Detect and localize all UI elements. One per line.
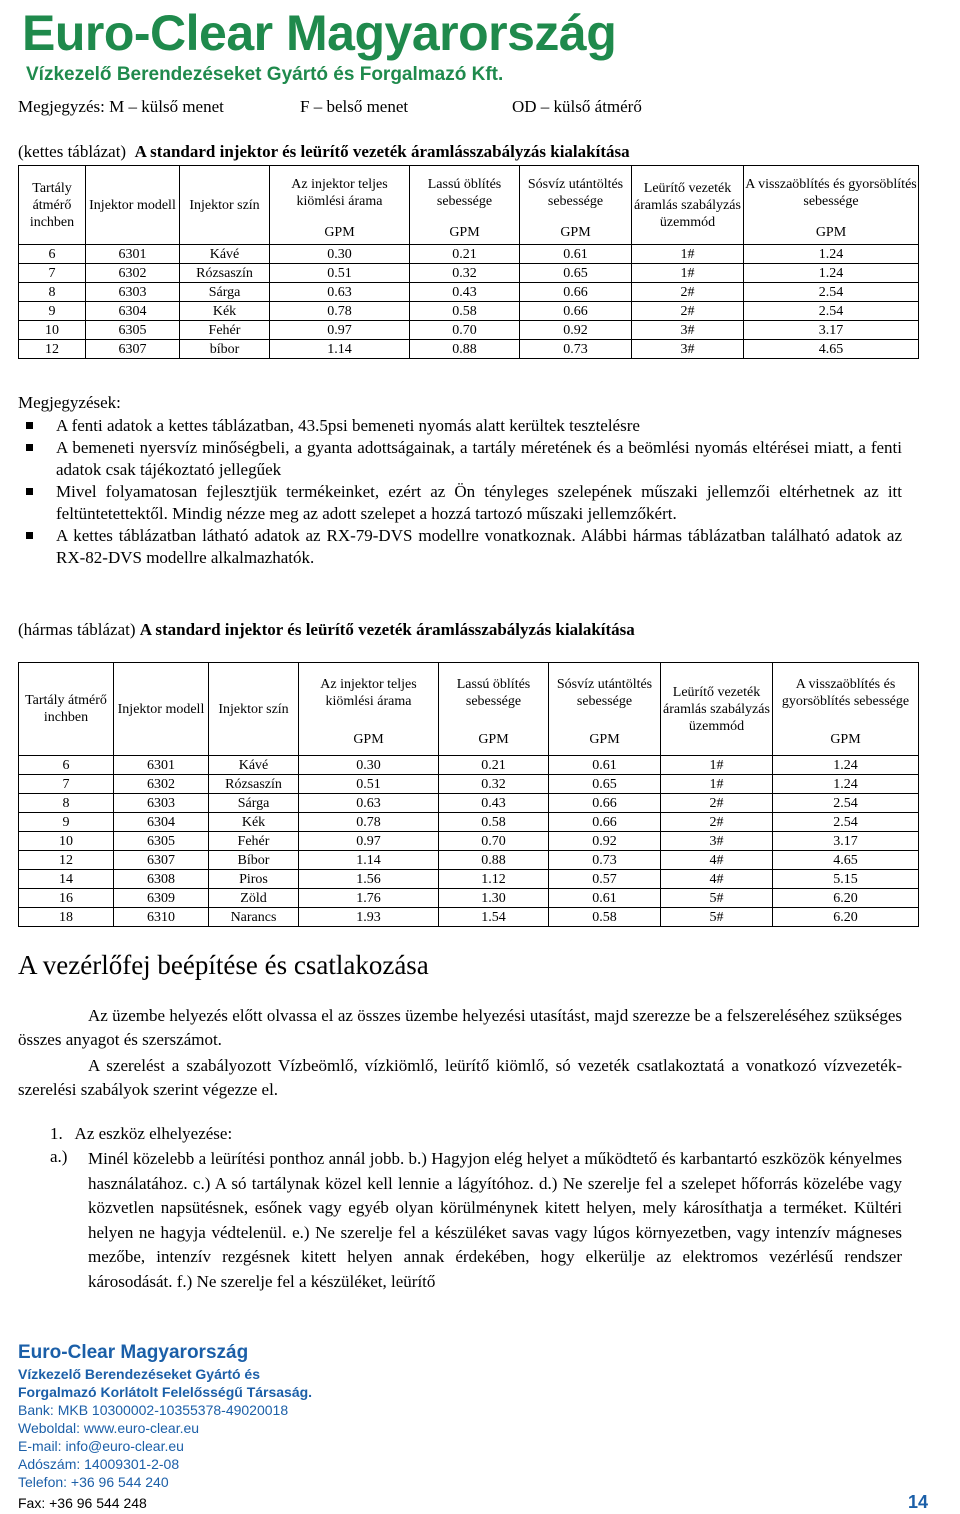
color-cell: Zöld xyxy=(209,889,299,908)
footer-fax: Fax: +36 96 544 248 xyxy=(18,1495,147,1511)
drain-control-cell: 4# xyxy=(661,851,773,870)
tank-size-cell: 7 xyxy=(19,775,114,794)
brine-refill-cell: 0.61 xyxy=(549,756,661,775)
drain-control-cell: 3# xyxy=(632,321,744,340)
backwash-cell: 4.65 xyxy=(773,851,919,870)
footer-phone: Telefon: +36 96 544 240 xyxy=(18,1474,169,1490)
page-number: 14 xyxy=(907,1492,928,1512)
total-flow-cell: 0.30 xyxy=(299,756,439,775)
backwash-cell: 6.20 xyxy=(773,908,919,927)
note-text: A fenti adatok a kettes táblázatban, 43.5psi bemeneti nyomás alatt kerültek tesztelésre xyxy=(56,416,640,435)
color-cell: Fehér xyxy=(180,321,270,340)
unit-gpm: GPM xyxy=(773,723,919,756)
section-heading: A vezérlőfej beépítése és csatlakozása xyxy=(18,950,429,980)
model-cell: 6302 xyxy=(86,264,180,283)
table-row xyxy=(19,870,919,889)
tank-size-cell: 12 xyxy=(19,851,114,870)
legend-m: Megjegyzés: M – külső menet xyxy=(18,97,224,116)
brine-refill-cell: 0.66 xyxy=(520,302,632,321)
note-item xyxy=(18,481,902,525)
tank-size-cell: 10 xyxy=(19,321,86,340)
brine-refill-cell: 0.92 xyxy=(520,321,632,340)
table-row xyxy=(19,813,919,832)
model-cell: 6307 xyxy=(114,851,209,870)
model-cell: 6305 xyxy=(114,832,209,851)
header-brine-refill: Sósvíz utántöltés sebessége xyxy=(520,166,632,221)
color-cell: Sárga xyxy=(180,283,270,302)
model-cell: 6301 xyxy=(114,756,209,775)
drain-control-cell: 3# xyxy=(661,832,773,851)
brine-refill-cell: 0.73 xyxy=(520,340,632,359)
model-cell: 6302 xyxy=(114,775,209,794)
header-injector-color: Injektor szín xyxy=(209,663,299,756)
note-text: A kettes táblázatban látható adatok az RX-79-DVS modellre vonatkoznak. Alábbi hármas táblázatban található adatok az RX-82-DVS modellre alkalmazhatók. xyxy=(56,526,902,567)
unit-gpm: GPM xyxy=(270,220,410,245)
color-cell: Sárga xyxy=(209,794,299,813)
brine-refill-cell: 0.65 xyxy=(520,264,632,283)
table-row xyxy=(19,283,919,302)
total-flow-cell: 0.97 xyxy=(270,321,410,340)
notes-list xyxy=(18,415,902,569)
slow-rinse-cell: 0.88 xyxy=(410,340,520,359)
table-row xyxy=(19,832,919,851)
tank-size-cell: 6 xyxy=(19,245,86,264)
table1-caption-title: A standard injektor és leürítő vezeték áramlásszabályzás kialakítása xyxy=(134,142,630,161)
drain-control-cell: 2# xyxy=(632,283,744,302)
brine-refill-cell: 0.73 xyxy=(549,851,661,870)
header-slow-rinse: Lassú öblítés sebessége xyxy=(439,663,549,724)
paragraph-2-text: A szerelést a szabályozott Vízbeömlő, vízkiömlő, leürítő kiömlő, só vezeték csatlakoztatá a vonatkozó vízvezeték-szerelési szabályok szerint végezze el. xyxy=(18,1056,902,1099)
header-injector-color: Injektor szín xyxy=(180,166,270,245)
drain-control-cell: 4# xyxy=(661,870,773,889)
model-cell: 6310 xyxy=(114,908,209,927)
model-cell: 6304 xyxy=(86,302,180,321)
drain-control-cell: 1# xyxy=(632,245,744,264)
slow-rinse-cell: 0.43 xyxy=(439,794,549,813)
table-row xyxy=(19,775,919,794)
table-row xyxy=(19,889,919,908)
total-flow-cell: 0.97 xyxy=(299,832,439,851)
model-cell: 6309 xyxy=(114,889,209,908)
color-cell: Piros xyxy=(209,870,299,889)
paragraph-2 xyxy=(18,1054,902,1102)
unit-gpm: GPM xyxy=(410,220,520,245)
slow-rinse-cell: 0.58 xyxy=(439,813,549,832)
tank-size-cell: 8 xyxy=(19,283,86,302)
slow-rinse-cell: 0.21 xyxy=(439,756,549,775)
paragraph-1 xyxy=(18,1004,902,1052)
total-flow-cell: 0.63 xyxy=(270,283,410,302)
header-tank-diameter: Tartály átmérő inchben xyxy=(19,663,114,756)
tank-size-cell: 16 xyxy=(19,889,114,908)
table-row xyxy=(19,245,919,264)
color-cell: Kék xyxy=(209,813,299,832)
list-item-a-text: Minél közelebb a leürítési ponthoz annál jobb. b.) Hagyjon elég helyet a működtető és karbantartó eszközök kényelmes használatához. c.) A só tartálynak közel kell lennie a lágyítóhoz. d.) Ne szerelje fel a szelepet hőforrás közelébe vagy közvetlen napsütésnek, esőnek vagy egyéb olyan körülménynek kitett helyen, mely károsíthatja a terméket. Kültéri helyen ne hagyja védtelenül. e.) Ne szerelje fel a készüléket savas vagy lúgos környezetben, vagy intenzív mágneses mezőbe, intenzív rezgésnek kitett helyen annak érdekében, hogy elkerülje az elektromos vezérlésű rendszer károsodását. f.) Ne szerelje fel a készüléket, leürítő xyxy=(88,1149,902,1291)
brine-refill-cell: 0.65 xyxy=(549,775,661,794)
total-flow-cell: 0.51 xyxy=(299,775,439,794)
color-cell: Kávé xyxy=(209,756,299,775)
header-injector-model: Injektor modell xyxy=(114,663,209,756)
tank-size-cell: 12 xyxy=(19,340,86,359)
tank-size-cell: 10 xyxy=(19,832,114,851)
drain-control-cell: 5# xyxy=(661,908,773,927)
tank-size-cell: 18 xyxy=(19,908,114,927)
total-flow-cell: 0.30 xyxy=(270,245,410,264)
brine-refill-cell: 0.92 xyxy=(549,832,661,851)
brine-refill-cell: 0.66 xyxy=(549,813,661,832)
brand-logo-title: Euro-Clear Magyarország xyxy=(22,5,617,61)
notes-title: Megjegyzések: xyxy=(18,393,121,412)
note-item xyxy=(18,525,902,569)
bullet-square-icon xyxy=(26,488,33,495)
footer-website: Weboldal: www.euro-clear.eu xyxy=(18,1420,200,1436)
injector-table-2 xyxy=(18,165,919,359)
backwash-cell: 2.54 xyxy=(744,302,919,321)
drain-control-cell: 1# xyxy=(661,775,773,794)
footer-tax-number: Adószám: 14009301-2-08 xyxy=(18,1456,180,1472)
backwash-cell: 6.20 xyxy=(773,889,919,908)
slow-rinse-cell: 0.70 xyxy=(410,321,520,340)
note-item xyxy=(18,437,902,481)
backwash-cell: 1.24 xyxy=(744,245,919,264)
slow-rinse-cell: 1.30 xyxy=(439,889,549,908)
tank-size-cell: 6 xyxy=(19,756,114,775)
header-drain-control: Leürítő vezeték áramlás szabályzás üzemmód xyxy=(661,663,773,756)
table2-caption-title: A standard injektor és leürítő vezeték áramlásszabályzás kialakítása xyxy=(139,620,635,639)
header-brine-refill: Sósvíz utántöltés sebessége xyxy=(549,663,661,724)
total-flow-cell: 1.56 xyxy=(299,870,439,889)
tank-size-cell: 9 xyxy=(19,302,86,321)
slow-rinse-cell: 0.88 xyxy=(439,851,549,870)
color-cell: Kávé xyxy=(180,245,270,264)
unit-gpm: GPM xyxy=(549,723,661,756)
header-total-flow: Az injektor teljes kiömlési árama xyxy=(270,166,410,221)
table-row xyxy=(19,321,919,340)
injector-table-3 xyxy=(18,662,919,927)
list-item-1: 1. Az eszköz elhelyezése: xyxy=(50,1124,233,1143)
header-backwash: A visszaöblítés és gyorsöblítés sebessége xyxy=(744,166,919,221)
header-slow-rinse: Lassú öblítés sebessége xyxy=(410,166,520,221)
drain-control-cell: 2# xyxy=(661,794,773,813)
slow-rinse-cell: 0.70 xyxy=(439,832,549,851)
backwash-cell: 1.24 xyxy=(773,775,919,794)
slow-rinse-cell: 0.32 xyxy=(439,775,549,794)
table2-caption xyxy=(18,620,635,640)
model-cell: 6308 xyxy=(114,870,209,889)
footer-email: E-mail: info@euro-clear.eu xyxy=(18,1438,184,1454)
brine-refill-cell: 0.57 xyxy=(549,870,661,889)
total-flow-cell: 0.78 xyxy=(270,302,410,321)
paragraph-1-text: Az üzembe helyezés előtt olvassa el az összes üzembe helyezési utasítást, majd szerezze be a felszereléséhez szükséges összes anyagot és szerszámot. xyxy=(18,1006,902,1049)
color-cell: Rózsaszín xyxy=(209,775,299,794)
drain-control-cell: 1# xyxy=(632,264,744,283)
note-text: A bemeneti nyersvíz minőségbeli, a gyanta adottságainak, a tartály méretének és a beömlési nyomás eltérései miatt, a fenti adatok csak tájékoztató jellegűek xyxy=(56,438,902,479)
table1-caption-prefix: (kettes táblázat) xyxy=(18,142,127,161)
color-cell: Bíbor xyxy=(209,851,299,870)
bullet-square-icon xyxy=(26,422,33,429)
table-row xyxy=(19,851,919,870)
unit-gpm: GPM xyxy=(299,723,439,756)
drain-control-cell: 1# xyxy=(661,756,773,775)
backwash-cell: 2.54 xyxy=(773,813,919,832)
model-cell: 6303 xyxy=(114,794,209,813)
backwash-cell: 1.24 xyxy=(744,264,919,283)
table-row xyxy=(19,756,919,775)
backwash-cell: 3.17 xyxy=(773,832,919,851)
model-cell: 6307 xyxy=(86,340,180,359)
unit-gpm: GPM xyxy=(520,220,632,245)
backwash-cell: 2.54 xyxy=(773,794,919,813)
table-row xyxy=(19,908,919,927)
color-cell: Fehér xyxy=(209,832,299,851)
total-flow-cell: 1.93 xyxy=(299,908,439,927)
brine-refill-cell: 0.61 xyxy=(520,245,632,264)
table-row xyxy=(19,794,919,813)
tank-size-cell: 14 xyxy=(19,870,114,889)
slow-rinse-cell: 0.32 xyxy=(410,264,520,283)
brand-subtitle: Vízkezelő Berendezéseket Gyártó és Forgalmazó Kft. xyxy=(26,64,504,85)
brine-refill-cell: 0.66 xyxy=(520,283,632,302)
drain-control-cell: 3# xyxy=(632,340,744,359)
backwash-cell: 1.24 xyxy=(773,756,919,775)
model-cell: 6305 xyxy=(86,321,180,340)
color-cell: Rózsaszín xyxy=(180,264,270,283)
table-row xyxy=(19,264,919,283)
tank-size-cell: 8 xyxy=(19,794,114,813)
total-flow-cell: 1.14 xyxy=(299,851,439,870)
slow-rinse-cell: 0.43 xyxy=(410,283,520,302)
model-cell: 6303 xyxy=(86,283,180,302)
footer-company: Euro-Clear Magyarország xyxy=(18,1342,249,1363)
model-cell: 6304 xyxy=(114,813,209,832)
brine-refill-cell: 0.66 xyxy=(549,794,661,813)
header-total-flow: Az injektor teljes kiömlési árama xyxy=(299,663,439,724)
footer-bank: Bank: MKB 10300002-10355378-49020018 xyxy=(18,1402,289,1418)
color-cell: Narancs xyxy=(209,908,299,927)
drain-control-cell: 2# xyxy=(661,813,773,832)
slow-rinse-cell: 0.21 xyxy=(410,245,520,264)
unit-gpm: GPM xyxy=(439,723,549,756)
drain-control-cell: 2# xyxy=(632,302,744,321)
header-backwash: A visszaöblítés és gyorsöblítés sebessége xyxy=(773,663,919,724)
header-drain-control: Leürítő vezeték áramlás szabályzás üzemmód xyxy=(632,166,744,245)
header-injector-model: Injektor modell xyxy=(86,166,180,245)
table-row xyxy=(19,340,919,359)
backwash-cell: 2.54 xyxy=(744,283,919,302)
slow-rinse-cell: 1.54 xyxy=(439,908,549,927)
total-flow-cell: 0.63 xyxy=(299,794,439,813)
backwash-cell: 4.65 xyxy=(744,340,919,359)
list-item-a-label: a.) xyxy=(50,1147,68,1166)
table2-caption-prefix: (hármas táblázat) xyxy=(18,620,136,639)
total-flow-cell: 0.51 xyxy=(270,264,410,283)
total-flow-cell: 0.78 xyxy=(299,813,439,832)
color-cell: bíbor xyxy=(180,340,270,359)
total-flow-cell: 1.14 xyxy=(270,340,410,359)
tank-size-cell: 7 xyxy=(19,264,86,283)
note-text: Mivel folyamatosan fejlesztjük termékeinket, ezért az Ön tényleges szelepének műszaki jellemzői eltérhetnek az itt feltüntetettektől. Mindig nézze meg az adott szelepet a hozzá tartozó műszaki jellemzőkért. xyxy=(56,482,902,523)
slow-rinse-cell: 1.12 xyxy=(439,870,549,889)
footer-subtitle-1: Vízkezelő Berendezéseket Gyártó és xyxy=(18,1366,261,1382)
bullet-square-icon xyxy=(26,444,33,451)
brine-refill-cell: 0.58 xyxy=(549,908,661,927)
slow-rinse-cell: 0.58 xyxy=(410,302,520,321)
note-item xyxy=(18,415,902,437)
bullet-square-icon xyxy=(26,532,33,539)
unit-gpm: GPM xyxy=(744,220,919,245)
backwash-cell: 3.17 xyxy=(744,321,919,340)
table1-caption xyxy=(18,142,630,162)
model-cell: 6301 xyxy=(86,245,180,264)
legend-od: OD – külső átmérő xyxy=(512,97,642,116)
total-flow-cell: 1.76 xyxy=(299,889,439,908)
tank-size-cell: 9 xyxy=(19,813,114,832)
legend-f: F – belső menet xyxy=(300,97,409,116)
drain-control-cell: 5# xyxy=(661,889,773,908)
backwash-cell: 5.15 xyxy=(773,870,919,889)
table-row xyxy=(19,302,919,321)
footer-subtitle-2: Forgalmazó Korlátolt Felelősségű Társaság. xyxy=(18,1384,313,1400)
header-tank-diameter: Tartály átmérő inchben xyxy=(19,166,86,245)
brine-refill-cell: 0.61 xyxy=(549,889,661,908)
color-cell: Kék xyxy=(180,302,270,321)
